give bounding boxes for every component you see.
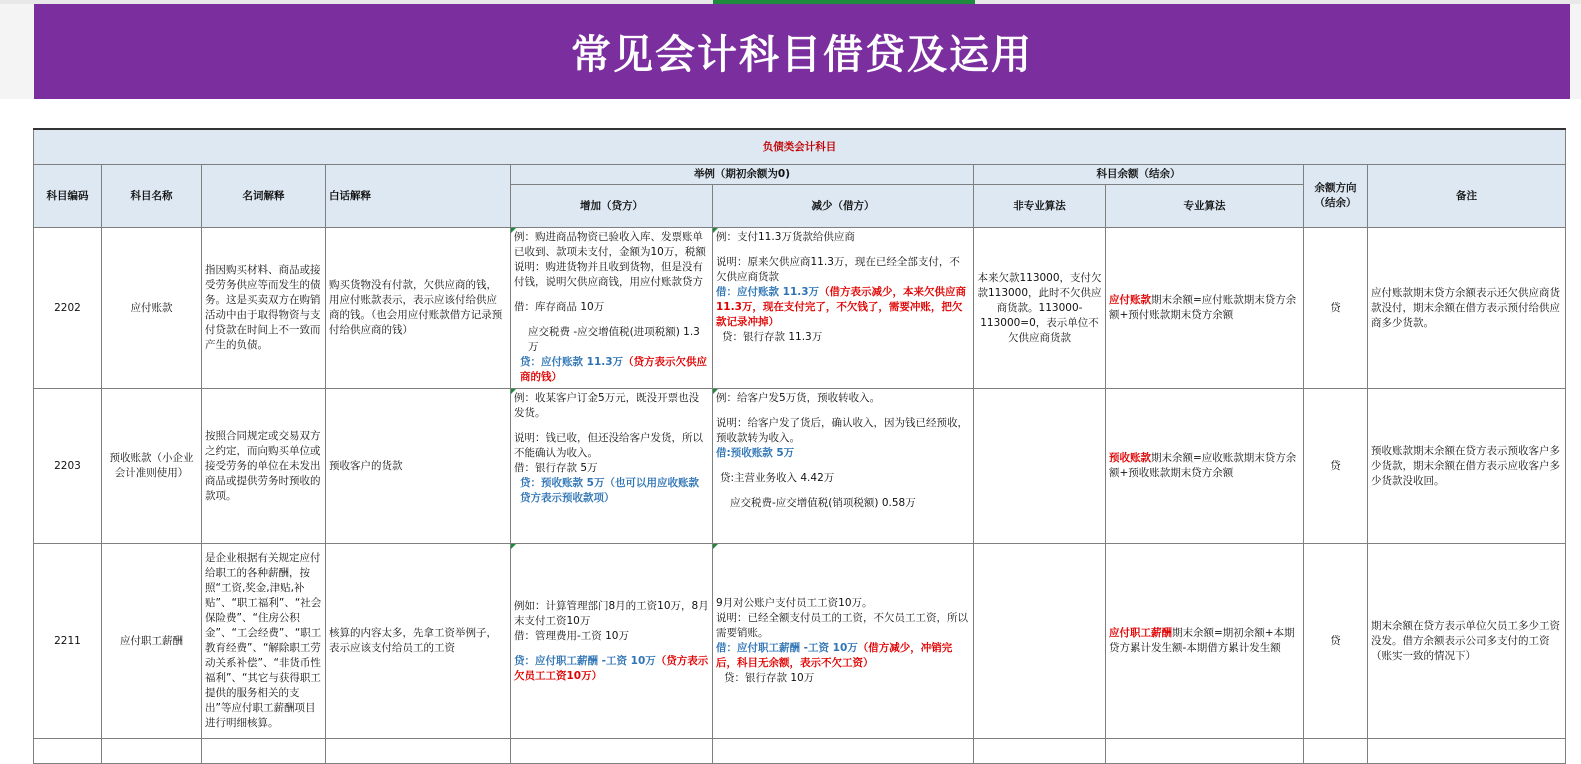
cell-name[interactable]: 应付职工薪酬: [102, 544, 202, 739]
pro-key: 预收账款: [1109, 452, 1151, 464]
dec-example: 例：给客户发5万货，预收转收入。: [716, 392, 881, 404]
inc-credit: 贷：预收账款 5万: [520, 477, 605, 489]
page-title: 常见会计科目借贷及运用: [34, 4, 1570, 99]
cell-name[interactable]: 应付账款: [102, 228, 202, 389]
header-plain: 白话解释: [326, 165, 511, 228]
cell-plain[interactable]: 预收客户的货款: [326, 389, 511, 544]
cell-direction[interactable]: 贷: [1304, 228, 1368, 389]
inc-credit: 贷：应付职工薪酬 -工资 10万: [514, 654, 656, 667]
blank-row: [0, 99, 1581, 128]
cell-plain[interactable]: 核算的内容太多，先拿工资举例子，表示应该支付给员工的工资: [326, 544, 511, 739]
cell-note[interactable]: 期末余额在贷方表示单位欠员工多少工资没发。借方余额表示公司多支付的工资（账实一致的情况下）: [1368, 544, 1566, 739]
dec-debit: 借：应付账款 11.3万: [716, 286, 820, 298]
cell-decrease[interactable]: [713, 389, 974, 544]
cell-increase[interactable]: [511, 389, 713, 544]
cell-pro[interactable]: [1106, 389, 1304, 544]
table-row: [34, 389, 1566, 544]
cell-plain[interactable]: 购买货物没有付款，欠供应商的钱，用应付账款表示，表示应该付给供应商的钱。（也会用应付账款借方记录预付给供应商的钱）: [326, 228, 511, 389]
cell-amateur[interactable]: 本来欠款113000，支付欠款113000，此时不欠供应商货款。113000-113000=0，表示单位不欠供应商货款: [974, 228, 1106, 389]
header-increase: 增加（贷方）: [511, 185, 713, 228]
dec-debit: 借:预收账款 5万: [716, 447, 795, 459]
cell-name[interactable]: 预收账款（小企业会计准则使用）: [102, 389, 202, 544]
dec-example: 例：支付11.3万货款给供应商: [716, 231, 855, 243]
inc-tax: 应交税费 -应交增值税(进项税额) 1.3万: [528, 326, 700, 353]
cell-note[interactable]: 预收账款期末余额在贷方表示预收客户多少货款，期末余额在借方表示应收客户多少货款没收回。: [1368, 389, 1566, 544]
right-strip: [1570, 4, 1581, 100]
section-title: 负债类会计科目: [34, 129, 1566, 165]
header-term: 名词解释: [202, 165, 326, 228]
inc-credit-note: （贷方表示欠员工工资10万）: [514, 654, 709, 682]
dec-explain: 说明：已经全额支付员工的工资，不欠员工工资，所以需要销账。: [716, 612, 968, 639]
inc-debit: 借：管理费用-工资 10万: [514, 629, 629, 642]
row-header-strip: [0, 4, 35, 100]
empty-cell[interactable]: [511, 739, 713, 764]
cell-direction[interactable]: 贷: [1304, 389, 1368, 544]
inc-debit: 借：库存商品 10万: [514, 301, 605, 313]
cell-decrease[interactable]: [713, 544, 974, 739]
empty-cell[interactable]: [102, 739, 202, 764]
header-decrease: 减少（借方）: [713, 185, 974, 228]
cell-increase[interactable]: [511, 228, 713, 389]
cell-direction[interactable]: 贷: [1304, 544, 1368, 739]
dec-explain: 说明：原来欠供应商11.3万，现在已经全部支付，不欠供应商货款: [716, 256, 960, 283]
cell-code[interactable]: 2211: [34, 544, 102, 739]
cell-amateur[interactable]: [974, 389, 1106, 544]
header-code: 科目编码: [34, 165, 102, 228]
table-row-partial: [34, 739, 1566, 764]
dec-explain: 说明：给客户发了货后，确认收入，因为钱已经预收，预收款转为收入。: [716, 417, 968, 444]
cell-code[interactable]: 2202: [34, 228, 102, 389]
cell-pro[interactable]: [1106, 228, 1304, 389]
cell-term[interactable]: 按照合同规定或交易双方之约定，而向购买单位或接受劳务的单位在未发出商品或提供劳务时预收的款项。: [202, 389, 326, 544]
dec-debit: 借：应付职工薪酬 -工资 10万: [716, 642, 858, 654]
cell-pro[interactable]: [1106, 544, 1304, 739]
dec-example: 9月对公账户支付员工工资10万。: [716, 597, 873, 609]
empty-cell[interactable]: [974, 739, 1106, 764]
pro-formula: 期末余额=期初余额+本期贷方累计发生额-本期借方累计发生额: [1109, 627, 1295, 654]
table-row: [34, 228, 1566, 389]
pro-formula: 期末余额=应付账款期末贷方余额+预付账款期末贷方余额: [1109, 294, 1297, 321]
table-row: [34, 544, 1566, 739]
inc-credit: 贷：应付账款 11.3万: [520, 356, 624, 368]
dec-credit: 贷：银行存款 10万: [724, 672, 815, 684]
inc-credit-note: （也可以用应收账款贷方表示预收款项）: [520, 477, 699, 504]
empty-cell[interactable]: [1368, 739, 1566, 764]
empty-cell[interactable]: [326, 739, 511, 764]
pro-formula: 期末余额=应收账款期末贷方余额+预收账款期末贷方余额: [1109, 452, 1297, 479]
cell-code[interactable]: 2203: [34, 389, 102, 544]
dec-credit: 贷:主营业务收入 4.42万: [720, 472, 835, 484]
empty-cell[interactable]: [1304, 739, 1368, 764]
dec-credit: 贷：银行存款 11.3万: [722, 331, 823, 343]
header-pro: 专业算法: [1106, 185, 1304, 228]
header-balance: 科目余额（结余）: [974, 165, 1304, 185]
empty-cell[interactable]: [1106, 739, 1304, 764]
dec-tax: 应交税费-应交增值税(销项税额) 0.58万: [730, 497, 916, 509]
header-amateur: 非专业算法: [974, 185, 1106, 228]
inc-credit-note: （贷方表示欠供应商的钱）: [520, 356, 708, 383]
dec-debit-note: （借方减少，冲销完后，科目无余额，表示不欠工资）: [716, 642, 953, 669]
cell-term[interactable]: 指因购买材料、商品或接受劳务供应等而发生的债务。这是买卖双方在购销活动中由于取得物资与支付贷款在时间上不一致而产生的负债。: [202, 228, 326, 389]
empty-cell[interactable]: [713, 739, 974, 764]
inc-debit: 借：银行存款 5万: [514, 462, 598, 474]
cell-amateur[interactable]: [974, 544, 1106, 739]
inc-example: 例：收某客户订金5万元，既没开票也没发货。: [514, 392, 700, 419]
inc-explain: 说明：钱已收，但还没给客户发货，所以不能确认为收入。: [514, 432, 703, 459]
inc-example: 例：购进商品物资已验收入库、发票账单已收到、款项未支付，金额为10万，税额: [514, 231, 706, 258]
cell-decrease[interactable]: [713, 228, 974, 389]
pro-key: 应付职工薪酬: [1109, 627, 1172, 639]
header-name: 科目名称: [102, 165, 202, 228]
cell-note[interactable]: 应付账款期末贷方余额表示还欠供应商货款没付，期末余额在借方表示预付给供应商多少货款。: [1368, 228, 1566, 389]
header-example: 举例（期初余额为0): [511, 165, 974, 185]
empty-cell[interactable]: [202, 739, 326, 764]
pro-key: 应付账款: [1109, 294, 1151, 306]
empty-cell[interactable]: [34, 739, 102, 764]
accounting-table: [33, 128, 1566, 764]
dec-debit-note: （借方表示减少，本来欠供应商11.3万，现在支付完了，不欠钱了，需要冲账，把欠款记录冲掉）: [716, 286, 967, 328]
header-note: 备注: [1368, 165, 1566, 228]
cell-increase[interactable]: [511, 544, 713, 739]
cell-term[interactable]: 是企业根据有关规定应付给职工的各种薪酬，按照“工资,奖金,津贴,补贴”、“职工福利”、“社会保险费”、“住房公积金”、“工会经费”、“职工教育经费”、“解除职工劳动关系补偿”、“非货币性福利”、“其它与获得职工提供的服务相关的支出”等应付职工薪酬项目进行明细核算。: [202, 544, 326, 739]
inc-explain: 说明：购进货物并且收到货物，但是没有付钱，说明欠供应商钱，用应付账款贷方: [514, 261, 703, 288]
header-direction: 余额方向（结余）: [1304, 165, 1368, 228]
inc-example: 例如：计算管理部门8月的工资10万，8月末支付工资10万: [514, 599, 709, 627]
